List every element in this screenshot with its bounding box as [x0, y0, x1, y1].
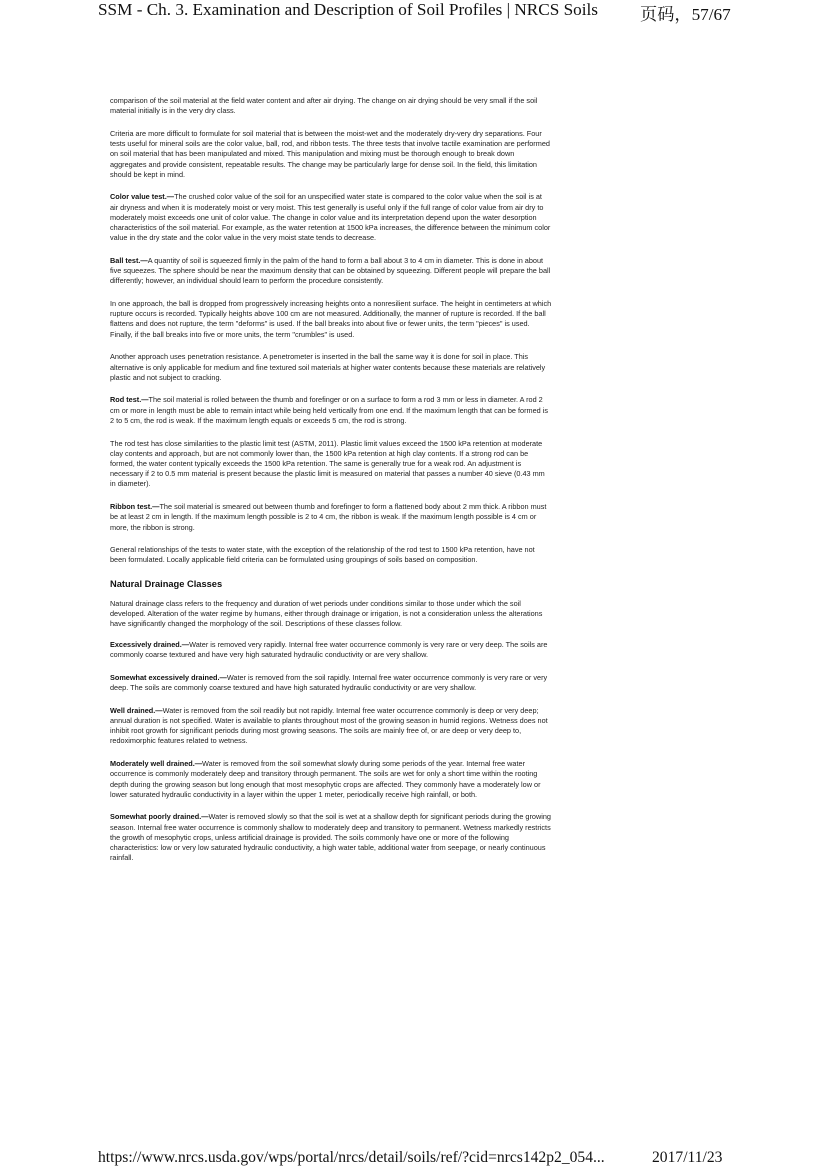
paragraph-penetration: Another approach uses penetration resistance. A penetrometer is inserted in the ball the same way it is done for soil in place. This alternative is only applicable for medium and fine textured soil materials at higher water contents because these materials are relatively plastic and not subject to cracking. — [110, 352, 546, 382]
term-ribbon-test: Ribbon test.— — [110, 502, 160, 512]
text-rod-test: The soil material is rolled between the thumb and forefinger or on a surface to form a rod 3 mm or less in diameter. A rod 2 cm or more in length must be able to remain intact while being held vertically from one end. If the maximum length that can be formed is 2 to 5 cm, the rod is weak. If the maximum length equals or exceeds 5 cm, the rod is strong. — [110, 395, 549, 425]
term-somewhat-excessively-drained: Somewhat excessively drained.— — [110, 672, 227, 682]
text-somewhat-excessively-drained: Water is removed from the soil rapidly. Internal free water occurrence commonly is very rare or very deep. The soils are commonly coarse textured and have high saturated hydraulic conductivity or are very shallow. — [110, 672, 548, 693]
paragraph-drainage-intro: Natural drainage class refers to the frequency and duration of wet periods under conditions similar to those under which the soil developed. Alteration of the water regime by humans, either through drainage or irrigation, is not a consideration unless the alterations have significantly changed the morphology of the soil. Descriptions of these classes follow. — [110, 598, 543, 629]
term-well-drained: Well drained.— — [110, 705, 163, 715]
term-ball-test: Ball test.— — [110, 255, 148, 265]
text-ribbon-test: The soil material is smeared out between thumb and forefinger to form a flattened body about 2 mm thick. A ribbon must be at least 2 cm in length. If the maximum length possible is 2 to 4 cm, the ribbon is weak. If the maximum length possible is 4 cm or more, the ribbon is strong. — [110, 502, 547, 532]
term-excessively-drained: Excessively drained.— — [110, 640, 190, 650]
text-excessively-drained: Water is removed very rapidly. Internal free water occurrence commonly is very rare or very deep. The soils are commonly coarse textured and have very high saturated hydraulic conductivity or are very shallow. — [110, 640, 548, 660]
paragraph-moderately-well-drained — [110, 759, 552, 800]
term-moderately-well-drained: Moderately well drained.— — [110, 759, 203, 769]
document-body — [110, 96, 552, 876]
paragraph-ball-test — [110, 256, 552, 287]
paragraph-somewhat-excessively-drained — [110, 673, 552, 693]
print-footer — [0, 1149, 827, 1169]
text-somewhat-poorly-drained: Water is removed slowly so that the soil is wet at a shallow depth for significant periods during the growing season. Internal free water occurrence is commonly shallow to moderately deep and transitory to permanent. Wetness markedly restricts the growth of mesophytic crops, unless artificial drainage is provided. The soils commonly have one or more of the following characteristics: low or very low saturated hydraulic conductivity, a high water table, additional water from seepage, or nearly continuous rainfall. — [110, 812, 551, 863]
text-moderately-well-drained: Water is removed from the soil somewhat slowly during some periods of the year. Internal free water occurrence is commonly moderately deep and transitory through permanent. The soils are wet for only a short time within the rooting depth during the growing season but long enough that most mesophytic crops are affected. They commonly have a moderately low or lower saturated hydraulic conductivity in a layer within the upper 1 meter, periodically receive high rainfall, or both. — [110, 759, 541, 799]
paragraph-criteria: Criteria are more difficult to formulate for soil material that is between the moist-wet and the moderately dry-very dry separations. Four tests useful for mineral soils are the color value, ball, rod, and ribbon tests. The three tests that involve tactile examination are performed on soil material that has been manipulated and mixed. This manipulation and mixing must be thorough enough to break down aggregates and provide consistent, repeatable results. The change may be particularly large for dense soil. In the field, this limitation should be kept in mind. — [110, 128, 550, 179]
paragraph-ribbon-test — [110, 502, 552, 533]
paragraph-general-relationships: General relationships of the tests to water state, with the exception of the relationship of the rod test to 1500 kPa retention, have not been formulated. Locally applicable field criteria can be formulated using groupings of soils based on composition. — [110, 545, 535, 565]
section-heading-drainage: Natural Drainage Classes — [110, 579, 223, 590]
paragraph-excessively-drained — [110, 640, 552, 660]
page-url: https://www.nrcs.usda.gov/wps/portal/nrcs/detail/soils/ref/?cid=nrcs142p2_054... — [98, 1149, 605, 1166]
paragraph-color-value-test — [110, 192, 552, 243]
page-title: SSM - Ch. 3. Examination and Description of Soil Profiles | NRCS Soils — [98, 0, 598, 19]
term-color-value-test: Color value test.— — [110, 192, 175, 202]
text-ball-test: A quantity of soil is squeezed firmly in the palm of the hand to form a ball about 3 to 4 cm in diameter. This is done in about five squeezes. The sphere should be near the maximum density that can be obtained by squeezing. Different people will prepare the ball differently; however, an individual should learn to perform the procedure consistently. — [110, 255, 551, 286]
paragraph-ball-approach: In one approach, the ball is dropped from progressively increasing heights onto a nonresilient surface. The height in centimeters at which rupture occurs is recorded. Typically heights above 100 cm are not measured. Additionally, the manner of rupture is recorded. If the ball flattens and does not rupture, the term "deforms" is used. If the ball breaks into about five or fewer units, the term "pieces" is used. Finally, if the ball breaks into five or more units, the term "crumbles" is used. — [110, 299, 552, 339]
term-rod-test: Rod test.— — [110, 395, 149, 405]
text-well-drained: Water is removed from the soil readily but not rapidly. Internal free water occurrence commonly is deep or very deep; annual duration is not specified. Water is available to plants throughout most of the growing season in humid regions. Wetness does not inhibit root growth for significant periods during most growing seasons. The soils are mainly free of, or are deep or very deep to, redoximorphic features related to wetness. — [110, 705, 548, 746]
paragraph-rod-plastic-limit: The rod test has close similarities to the plastic limit test (ASTM, 2011). Plastic limit values exceed the 1500 kPa retention at moderate clay contents and approach, but are not commonly lower than, the 1500 kPa retention at high clay contents. If a strong rod can be formed, the water content typically exceeds the 1500 kPa retention. The same is generally true for a weak rod. An adjustment is necessary if 2 to 0.5 mm material is present because the plastic limit is measured on material that passes a number 40 sieve (0.43 mm in diameter). — [110, 438, 545, 489]
print-header — [0, 0, 827, 22]
paragraph-well-drained — [110, 706, 552, 747]
print-date: 2017/11/23 — [652, 1149, 723, 1166]
page-number: 页码，57/67 — [640, 5, 731, 24]
paragraph-somewhat-poorly-drained — [110, 812, 552, 863]
term-somewhat-poorly-drained: Somewhat poorly drained.— — [110, 812, 209, 822]
paragraph-rod-test — [110, 395, 552, 426]
text-color-value-test: The crushed color value of the soil for an unspecified water state is compared to the color value when the soil is at air dryness and when it is moderately moist or very moist. This test generally is useful only if the full range of color value from air dry to moderately moist exceeds one unit of color value. The change in color value and its interpretation depend upon the water desorption characteristics of the soil material. For example, as the water retention at 1500 kPa increases, the difference between the minimum color value in the dry state and the color value in the very moist state tends to decrease. — [110, 192, 551, 243]
paragraph-air-drying: comparison of the soil material at the field water content and after air drying. The change on air drying should be very small if the soil material initially is in the very dry class. — [110, 96, 538, 116]
